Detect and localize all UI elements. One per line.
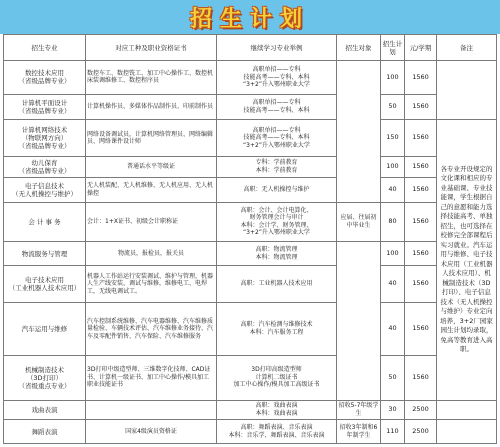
fee-cell: 2500 [405,400,437,419]
further-study-cell [217,202,337,242]
major-cell [4,355,86,400]
major-name-line: （物联网方向） [21,134,68,143]
further-study-line: 高职：戏曲表演 [255,402,298,410]
further-study-line: “3+2”升入鄂州职业大学 [243,141,310,149]
fee-cell: 1560 [405,61,437,95]
plan-count-cell: 150 [381,119,405,156]
major-name-line: （3D打印） [26,373,63,382]
further-study-line: 本科：会计学、财务管理、 [240,221,313,229]
further-study-line: 本科：音乐学、舞蹈表演、音乐表演 [228,431,325,439]
major-name-line: （省级品牌专业） [18,77,71,86]
further-study-line: 专科：学前教育 [255,159,298,167]
major-name-line: 计算机平面设计 [21,98,68,107]
further-study-line: 加工中心操作/模具加工高级证书 [233,381,320,389]
major-name-line: （省级重点专业） [18,381,71,390]
major-cell [4,119,86,156]
header-major: 招生专业 [4,35,86,61]
table-row [4,202,497,242]
plan-count-cell: 100 [381,157,405,177]
further-study-line: 本科：戏曲表演 [255,409,298,417]
plan-count-cell: 30 [381,400,405,419]
major-name-line: 物流服务与管理 [21,249,68,258]
major-name-line: 电子信息技术 [25,181,64,190]
table-row [4,157,497,177]
fee-cell: 1560 [405,242,437,266]
certificate-cell: 3D打印中级造型师、三维数字化技师、CAD证书、计算机一级证书、加工中心操作/模具加工职业技能证书 [86,355,217,400]
further-study-cell [217,355,337,400]
header-fee: 元/学期 [405,35,437,61]
major-cell [4,242,86,266]
further-study-line: 技能高考——专科、本科 [243,134,310,142]
major-name-line: 舞蹈表演 [31,427,58,436]
further-study-line: 计算机二级证书 [255,373,298,381]
major-name-line: 戏曲表演 [31,405,58,414]
remarks-cell-empty [437,400,497,419]
table-row [4,303,497,355]
header-plan: 招生计划 [381,35,405,61]
further-study-line: 技能高考——专科、本科 [243,73,310,81]
fee-cell: 1560 [405,177,437,202]
further-study-line: 高职：舞蹈表演、音乐表演 [240,424,313,432]
certificate-cell: 会计：1+X证书、初级会计职称证 [86,202,217,242]
major-name-line: （工业机器人技术应用） [8,284,81,293]
table-row [4,242,497,266]
plan-count-cell: 40 [381,266,405,303]
major-name-line: 幼儿保育 [31,158,58,167]
enrollment-plan-table [3,34,497,444]
further-study-cell [217,119,337,156]
fee-cell: 1560 [405,355,437,400]
further-study-cell [217,177,337,202]
header-cert: 对应工种及职业资格证书 [86,35,217,61]
further-study-cell [217,266,337,303]
further-study-line: 高职单招——专科 [252,126,301,134]
target-cell-empty [337,242,381,401]
certificate-cell: 国家4级演员资格证 [86,420,217,444]
title-banner [0,0,500,34]
table-row [4,420,497,444]
fee-cell: 1560 [405,303,437,355]
major-name-line: 数控技术应用 [25,69,64,78]
plan-count-cell: 40 [381,303,405,355]
target-cell: 招收3年制和6年制学生 [337,420,381,444]
major-cell [4,157,86,177]
target-cell-empty [337,61,381,203]
plan-count-cell: 80 [381,202,405,242]
major-cell [4,420,86,444]
further-study-cell [217,400,337,419]
table-row [4,400,497,419]
further-study-line: 高职：会计、会计电算化、 [240,206,313,214]
table-row [4,61,497,95]
certificate-cell: 物流员，报检员，报关员 [86,242,217,266]
certificate-cell: 机器人工作站运行安装调试、维护与管理，机器人生产线安装、调试与维修，维修电工、电焊工，无线电调试工。 [86,266,217,303]
major-name-line: 计算机网络技术 [21,126,68,135]
major-cell [4,61,86,95]
fee-cell: 1560 [405,94,437,119]
major-name-line: （省级品牌专业） [18,166,71,175]
further-study-line: 高职：汽车检测与维修技术 [240,321,313,329]
major-cell [4,177,86,202]
header-further-study: 继续学习专业举例 [217,35,337,61]
header-row [4,35,497,61]
plan-count-cell: 40 [381,177,405,202]
header-target: 招生对象 [337,35,381,61]
further-study-cell [217,303,337,355]
table-row [4,94,497,119]
plan-count-cell: 50 [381,355,405,400]
further-study-line: 财务管理会计与审计 [249,214,304,222]
further-study-line: 高职单招——专科 [252,66,301,74]
further-study-line: “3+2”升入鄂州职业大学 [243,229,310,237]
major-name-line: 会 计 事 务 [28,217,61,226]
certificate-cell: 网络设备调试员，计算机网络管理员、网络编辑员、网络课件设计师 [86,119,217,156]
certificate-cell: 汽车控制系统维修、汽车电器维修、汽车维修质量检验、车辆技术评估、汽车维修业务接待、汽车及零配件销售、汽车保险、汽车维修服务 [86,303,217,355]
target-cell: 应届、往届初中毕业生 [337,202,381,242]
further-study-cell [217,242,337,266]
fee-cell: 2500 [405,420,437,444]
major-name-line: （省级品牌专业） [18,142,71,151]
certificate-cell: 计算机操作员、多媒体作品制作员、印前制作员 [86,94,217,119]
certificate-cell: 普通话水平等级证 [86,157,217,177]
major-name-line: （无人机操控与维护） [12,189,77,198]
further-study-line: 本科：汽车服务工程 [249,328,304,336]
fee-cell: 1560 [405,202,437,242]
major-cell [4,400,86,419]
major-cell [4,202,86,242]
certificate-cell: 数控车工、数控铣工、加工中心操作工、数控机床装调维修工、数控程序员 [86,61,217,95]
table-row [4,355,497,400]
table-row [4,177,497,202]
major-cell [4,94,86,119]
further-study-line: 3D打印高级造型师 [251,366,302,374]
certificate-cell: 无人机装配、无人机维修、无人机应用、无人机操控 [86,177,217,202]
table-row [4,266,497,303]
major-cell [4,303,86,355]
major-name-line: 机械制造技术 [25,365,64,374]
table-row [4,119,497,156]
further-study-line: 高职单招——专科 [252,99,301,107]
fee-cell: 1560 [405,266,437,303]
target-cell: 招收5-7年级学生 [337,400,381,419]
further-study-line: 本科：物流管理 [255,253,298,261]
further-study-line: 技能高考——专科、本科 [243,106,310,114]
remarks-cell-top [437,61,497,120]
plan-count-cell: 100 [381,242,405,266]
further-study-cell [217,157,337,177]
major-name-line: 汽车运用与维修 [21,324,68,333]
further-study-line: 高职：物流管理 [255,246,298,254]
major-name-line: （省级品牌专业） [18,106,71,115]
major-name-line: 电子技术应用 [25,276,64,285]
major-cell [4,266,86,303]
header-remarks: 备注 [437,35,497,61]
plan-count-cell: 110 [381,420,405,444]
further-study-cell [217,61,337,95]
fee-cell: 1560 [405,157,437,177]
further-study-line: “3+2”升入鄂州职业大学 [243,81,310,89]
certificate-cell [86,400,217,419]
further-study-cell [217,420,337,444]
remarks-cell: 各专业开设规定的文化课和相应的专业基础课、专业技能课，学生根据自己的意愿和能力选择技能高考、单独招生，也可选择在校修完全部课程后实习就业。汽车运用与维修、电子技术应用（工业机器人技术应用）、机械制造技术（3D打印）、电子信息技术（无人机操控与维护）专业定向培养，3+2厂园家园生计划均录取，免高等教育进入高职。 [437,119,497,400]
further-study-cell [217,94,337,119]
remarks-cell-empty [437,420,497,444]
fee-cell: 1560 [405,119,437,156]
page-title: 招生计划 [189,5,310,32]
plan-count-cell: 50 [381,94,405,119]
plan-count-cell: 100 [381,61,405,95]
further-study-line: 本科：学前教育 [255,166,298,174]
further-study-line: 高职：工业机器人技术应用 [240,280,313,288]
further-study-line: 高职：无人机操控与维护 [243,185,310,193]
